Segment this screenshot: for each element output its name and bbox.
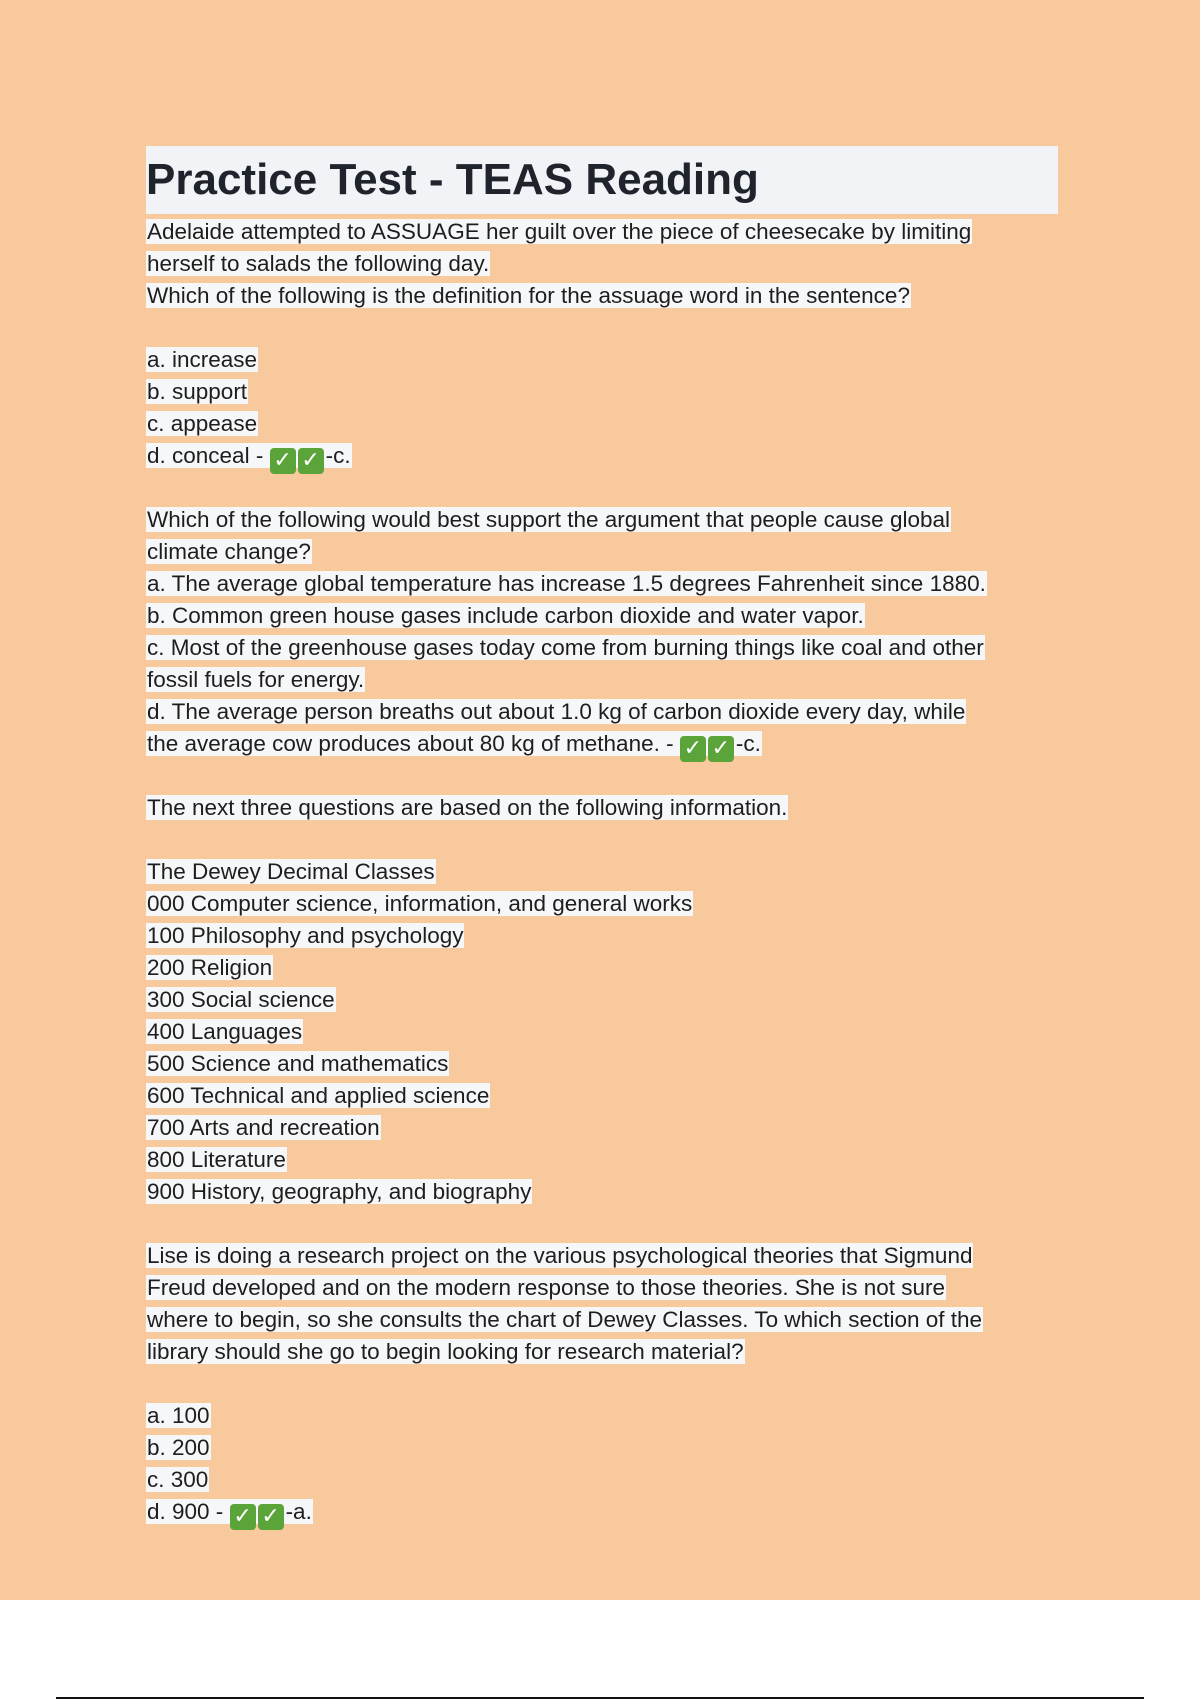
dewey-class: 700 Arts and recreation — [147, 1115, 380, 1140]
dewey-class: 200 Religion — [147, 955, 273, 980]
question-stem: Adelaide attempted to ASSUAGE her guilt over the piece of cheesecake by limiting — [147, 219, 972, 244]
title-block — [146, 146, 1058, 214]
dewey-heading: The Dewey Decimal Classes — [147, 859, 435, 884]
question-stem: Which of the following would best support the argument that people cause global — [147, 507, 951, 532]
checkmark-icon: ✓ — [680, 736, 706, 762]
answer-key: -c. — [735, 731, 761, 756]
question-1 — [146, 216, 1058, 472]
question-stem: where to begin, so she consults the chart of Dewey Classes. To which section of the — [147, 1307, 983, 1332]
option-a: a. The average global temperature has increase 1.5 degrees Fahrenheit since 1880. — [147, 571, 986, 596]
option-d: d. 900 - — [147, 1499, 230, 1524]
answer-key: -c. — [325, 443, 351, 468]
checkmark-icon: ✓ — [258, 1504, 284, 1530]
footer-divider — [56, 1697, 1144, 1699]
question-stem: Which of the following is the definition for the assuage word in the sentence? — [147, 283, 910, 308]
option-c: c. 300 — [147, 1467, 209, 1492]
dewey-class: 600 Technical and applied science — [147, 1083, 490, 1108]
question-stem: library should she go to begin looking for research material? — [147, 1339, 744, 1364]
option-c: c. appease — [147, 411, 258, 436]
option-b: b. 200 — [147, 1435, 210, 1460]
option-a: a. 100 — [147, 1403, 210, 1428]
document-content — [146, 146, 1058, 1528]
question-stem: climate change? — [147, 539, 311, 564]
question-stem: Lise is doing a research project on the various psychological theories that Sigmund — [147, 1243, 973, 1268]
dewey-class: 000 Computer science, information, and general works — [147, 891, 693, 916]
option-c-continued: fossil fuels for energy. — [147, 667, 365, 692]
dewey-list — [146, 856, 1058, 1208]
question-2 — [146, 504, 1058, 760]
option-b: b. support — [147, 379, 248, 404]
question-stem: Freud developed and on the modern response to those theories. She is not sure — [147, 1275, 946, 1300]
question-3 — [146, 1240, 1058, 1528]
dewey-class: 800 Literature — [147, 1147, 286, 1172]
option-d-continued: the average cow produces about 80 kg of methane. - — [147, 731, 680, 756]
dewey-class: 400 Languages — [147, 1019, 303, 1044]
dewey-class: 500 Science and mathematics — [147, 1051, 449, 1076]
page-title: Practice Test - TEAS Reading — [146, 155, 759, 204]
option-d: d. The average person breaths out about 1.0 kg of carbon dioxide every day, while — [147, 699, 966, 724]
option-d: d. conceal - — [147, 443, 270, 468]
option-b: b. Common green house gases include carbon dioxide and water vapor. — [147, 603, 864, 628]
checkmark-icon: ✓ — [708, 736, 734, 762]
option-a: a. increase — [147, 347, 258, 372]
question-stem: herself to salads the following day. — [147, 251, 490, 276]
checkmark-icon: ✓ — [270, 448, 296, 474]
answer-key: -a. — [285, 1499, 312, 1524]
option-c: c. Most of the greenhouse gases today come from burning things like coal and other — [147, 635, 984, 660]
dewey-class: 100 Philosophy and psychology — [147, 923, 464, 948]
dewey-class: 300 Social science — [147, 987, 335, 1012]
dewey-class: 900 History, geography, and biography — [147, 1179, 532, 1204]
checkmark-icon: ✓ — [298, 448, 324, 474]
checkmark-icon: ✓ — [230, 1504, 256, 1530]
section-intro: The next three questions are based on the following information. — [147, 795, 788, 820]
